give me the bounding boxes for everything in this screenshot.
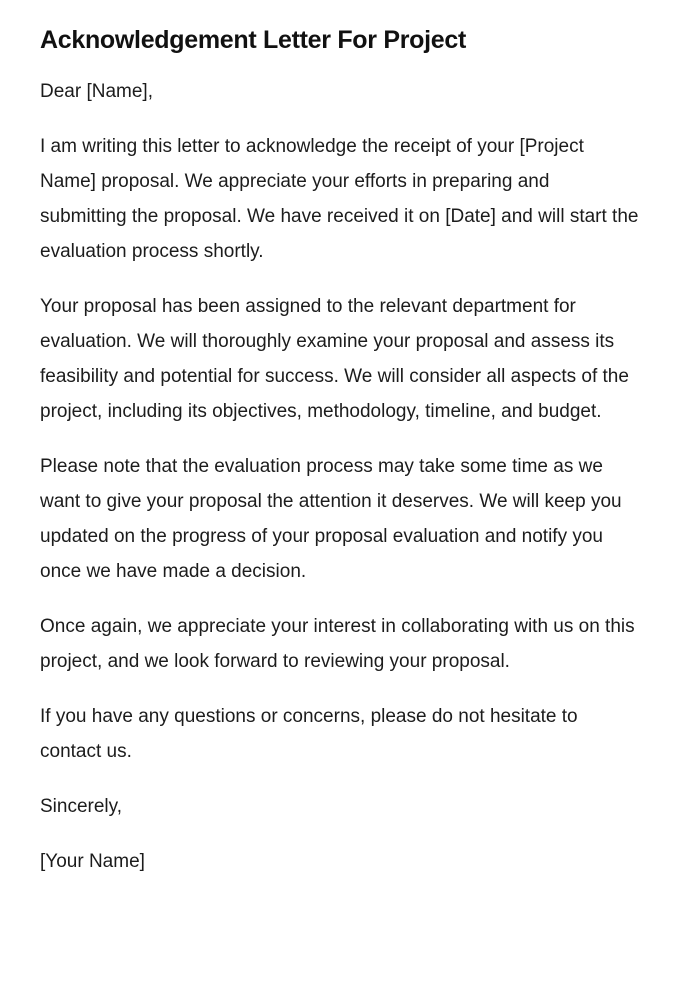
body-paragraph-3: Please note that the evaluation process may take some time as we want to give your proposal the attention it deserves. We will keep you updated on the progress of your proposal evaluation and notify you once we have made a decision. bbox=[40, 456, 622, 582]
body-paragraph-2: Your proposal has been assigned to the relevant department for evaluation. We will thoroughly examine your proposal and assess its feasibility and potential for success. We will consider all aspects of the project, including its objectives, methodology, timeline, and budget. bbox=[40, 296, 629, 422]
body-paragraph-4: Once again, we appreciate your interest in collaborating with us on this project, and we look forward to reviewing your proposal. bbox=[40, 616, 635, 672]
document-title: Acknowledgement Letter For Project bbox=[40, 26, 466, 54]
salutation: Dear [Name], bbox=[40, 81, 153, 102]
body-paragraph-1: I am writing this letter to acknowledge the receipt of your [Project Name] proposal. We appreciate your efforts in preparing and submitting the proposal. We have received it on [Date] and will start the evaluation process shortly. bbox=[40, 136, 639, 262]
body-paragraph-5: If you have any questions or concerns, please do not hesitate to contact us. bbox=[40, 706, 578, 762]
closing: Sincerely, bbox=[40, 796, 123, 817]
signature-placeholder: [Your Name] bbox=[40, 851, 145, 872]
